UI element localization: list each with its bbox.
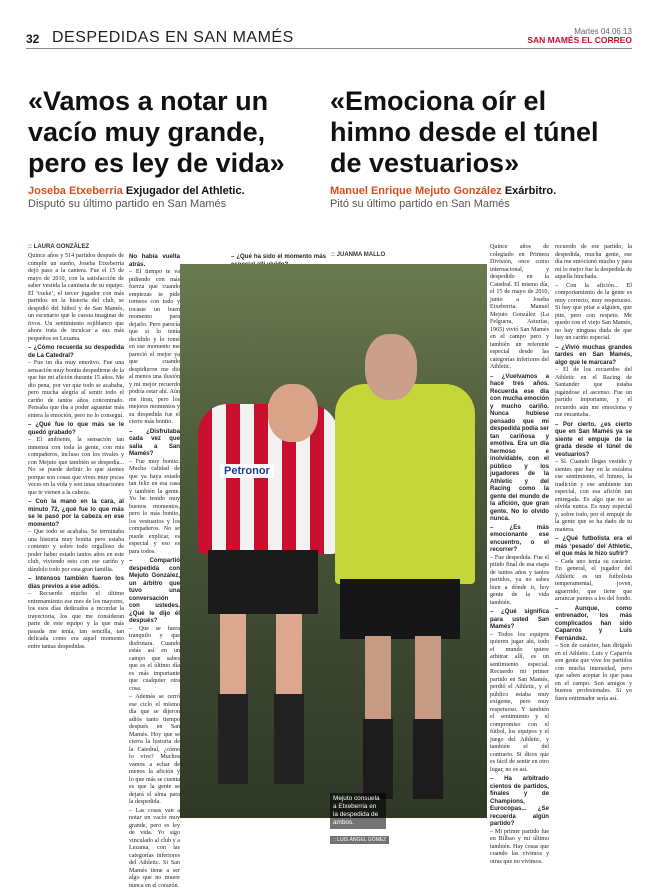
referee-leg: [415, 636, 441, 726]
paragraph: – El ambiente, la sensación tan inmensa con toda la gente, con mis compañeros, incluso con los rivales y con Mejuto que también se despedía... No se puede definir lo que sientes porque son cosas que vives muy pocas veces en la vida y son unas situaciones que te vienen a la cabeza.: [28, 437, 124, 497]
left-subtitle: Disputó su último partido en San Mamés: [28, 198, 328, 210]
right-col-2: [555, 244, 632, 840]
referee-shirt: [335, 384, 475, 584]
question: – Por cierto, ¿es cierto que en San Mamés ya se siente el empuje de la grada desde el túnel de vestuarios?: [555, 421, 632, 459]
paragraph: – Cada uno tenía su carácter. En general, el jugador del Athletic es un futbolista temperamental, joven, aguerrido, que tiene que arrancar puntos a los del fondo.: [555, 559, 632, 604]
paragraph: recuerdo de ese partido, la despedida, mucha gente, ese día me emocionó mucho y para mí lo mejor fue la despedida de aquella hinchada.: [555, 244, 632, 282]
left-headline: «Vamos a notar un vacío muy grande, pero es ley de vida»: [28, 86, 318, 179]
left-person-name: Joseba Etxeberria: [28, 185, 123, 197]
player-sock: [218, 694, 248, 784]
left-byline: [28, 185, 328, 210]
paragraph: – Además se cerró ese ciclo el mismo día que se dijeron adiós tanto tiempo después en San Mamés. Hoy que se cierra la historia de la Catedral, ¿cómo lo vive? Muchos vamos a echar de menos la afición y lo que más se cuenta es que la gente se dejará el alma para la despedida.: [129, 694, 180, 807]
paragraph: Quince años de colegiado en Primera División, once como internacional, y despedido en la Catedral. El mismo día, el 15 de mayo de 2010, junto a Joseba Etxeberria. Manuel Mejuto González (La Felguera, Asturias, 1965) vivió San Mamés en el campo pero y también un referente especial desde las categorías inferiores del Athletic.: [490, 244, 549, 372]
paragraph: – Fue un día muy emotivo. Fue una sensación muy bonita despedirme de la que fue mi afición durante 15 años. Me dio pena, por ver que todo se acababa, pero mucha alegría al sentir todo el cariño de tantos años concentrado. Pensaba que iba a poder aguantar más entera la emoción, pero no lo conseguí.: [28, 360, 124, 420]
right-subtitle: Pitó su último partido en San Mamés: [330, 198, 640, 210]
paragraph: – Recuerdo mucho el último entrenamiento ese mes de los mayores, los esos días dedicados a recordar la trayectoria, los que me consideran parte de este equipo y la que más pasada me tenía, tan sencilla, tan delicada como era aquel momento entre tantas despedidas.: [28, 591, 124, 651]
player-shirt: [198, 404, 338, 554]
referee-sock: [413, 719, 443, 799]
right-author: :: JUANMA MALLO: [331, 252, 385, 258]
player-head: [268, 384, 318, 442]
paragraph: – Sí. Cuando llegas vestido y sientes que hay en la escalera ese sentimiento, el himno, la tradición y ese ambiente tan especial, con esa afición tan entregada. Es algo que no se olvida nunca. Es muy especial y, sobre todo, por el empuje de la gente que se ha dado de tu manera.: [555, 459, 632, 534]
question: – Compartió despedida con Mejuto González, un árbitro que tuvo una conversación con ustedes. ¿Qué le dijo él después?: [129, 557, 180, 625]
right-headline: «Emociona oír el himno desde el túnel de vestuarios»: [330, 86, 630, 179]
question: – Aunque, como entrenador, los más complicados han sido Caparrós y Luis Fernández.: [555, 605, 632, 643]
paragraph: – Que todo se acababa. Se terminaba una historia muy bonita pero estaba contento y sobre todo orgulloso de poder haber estado tantos años en este club, viviendo esto con ese cariño y dándolo todo por esta gran familia.: [28, 529, 124, 574]
question: – ¿Vivió muchas grandes tardes en San Mamés, algo que le marcara?: [555, 344, 632, 367]
paragraph: – Son de carácter, han dirigido en el Athletic. Luis y Caparrós son gente que vive los partidos con mucha intensidad, pero que saben aceptar lo que pasa en el campo. Son amigos y buenos profesionales. Si yo fuera entrenador sería así.: [555, 643, 632, 703]
photo-credit: :: LUIS ÁNGEL GÓMEZ: [330, 836, 389, 844]
question: – ¿Cómo recuerda su despedida de La Catedral?: [28, 344, 124, 359]
paragraph: – El tiempo te va pidiendo con más fuerza que cuando empiezas te pide torneos con todo y tocaste un buen momento para dejarlo. Pero parecía que si lo tenía decidido y lo tomé en ese momento me pareció el mejor ya que cuando despidieron me dio al menos una ilusión y mi mejor recuerdo podría estar ahí. Aún me tiran, pero los mejores momentos y su despedida fue el cierre más bonito.: [129, 269, 180, 427]
question: – ¿Qué ha sido el momento más: [231, 253, 326, 268]
shirt-sponsor-logo: Petronor: [220, 464, 274, 478]
left-col-1: [28, 253, 124, 841]
right-person-name: Manuel Enrique Mejuto González: [330, 185, 502, 197]
referee-head: [365, 334, 417, 400]
paragraph: – Todos los equipos quieren jugar ahí, todo el mundo quiere arbitrar allí, es un sentimiento especial. Recuerdo mi primer partido en San Mamés, perdió el Athletic, y el público estaba muy exigente, pero muy respetuoso. Y también el sentimiento y el compromiso con el fútbol, los equipos y el juego del Athletic, y también el del contrario. Si dices que es fácil de sentir en otro lugar, no es así.: [490, 632, 549, 775]
paragraph: – Mi primer partido fue en Bilbao y mi último también. Hay cosas que cuando las vivimos y otras que no vivimos.: [490, 829, 549, 867]
main-photo: [180, 264, 487, 818]
question: – ¿Es más emocionante ese encuentro, o el recorrer?: [490, 524, 549, 554]
header-rule: [26, 48, 632, 49]
question: – ¿Qué significa para usted San Mamés?: [490, 608, 549, 631]
question: – ¿Disfrutaba cada vez que salía a San Mamés?: [129, 428, 180, 458]
paragraph: – Con la afición... El comportamiento de la gente es muy correcto, muy respetuoso. Si hay que pitar a alguien, que pite, pero con respeto. Me quedo con el viejo San Mamés, no hay ninguna duda de que hay un cariño especial.: [555, 283, 632, 343]
right-col-1: [490, 244, 549, 840]
paragraph: Quince años y 514 partidos después de cumplir un sueño, Joseba Etxeberria dejó paso a la cantera. Fue el 15 de mayo de 2010, con la satisfacción de saber vestida la camiseta de su equipo. El ‘txeke’, el tercer jugador con más partidos en la historia del club, se despidió del fútbol y de San Mamés, un escenario que le cuesta imaginar de rivos. Un sentimiento rojiblanco que ahora trata de inculcar a sus más pequeños en Lezama.: [28, 253, 124, 343]
question: – ¿Vuelvamos a hace tres años. Recuerda ese día con mucha emoción y mucho cariño. Nunca hubiese pensado que mi despedida podía ser tan cariñosa y emotiva. Era un día hermoso e inolvidable, con el público y los jugadores de la Athletic y del Racing como la gente del mundo de la afición, que gran gente. No lo olvido nunca.: [490, 373, 549, 523]
question: No había vuelta atrás.: [129, 253, 180, 268]
right-person-role: Exárbitro.: [505, 185, 556, 197]
right-byline: [330, 185, 640, 210]
question: – ¿Qué fue lo que más se le quedó grabado?: [28, 421, 124, 436]
paragraph: – Las cosas van a notar un vacío muy grande, pero es ley de vida. Yo sigo vinculado al club y a Lezama, con las categorías inferiores del Athletic. Si San Mamés tiene a ser algo que no muere nunca en el corazón.: [129, 808, 180, 890]
photo-caption: Mejuto consuela a Etxeberria en la despedida de ambos.: [330, 793, 386, 829]
paragraph: – Que se fuera tranquilo y que disfrutara. Cuando estás así en un campo que sabes que es el último día es más importante que cualquier otra cosa.: [129, 626, 180, 694]
page-number: 32: [26, 32, 39, 46]
left-author: :: LAURA GONZÁLEZ: [28, 244, 89, 250]
player-sock: [274, 694, 304, 784]
referee-leg: [365, 636, 391, 726]
brand-logo: SAN MAMÉS EL CORREO: [527, 35, 632, 45]
section-title: DESPEDIDAS EN SAN MAMÉS: [52, 29, 294, 47]
referee-shorts: [340, 579, 460, 639]
question: – Ha arbitrado cientos de partidos, finales y de Champions, Eurocopas... ¿Se recuerda algún partido?: [490, 775, 549, 828]
paragraph: – Fue despedida. Fue el pitido final de esa etapa de tantos años y tantos partidos, ya no sabes bien a dónde ir, hoy gente de la vida también.: [490, 555, 549, 608]
issue-date: Martes 04.06.13: [574, 27, 632, 36]
player-shorts: [208, 550, 318, 614]
question: – Con la mano en la cara, al minuto 72, ¿qué fue lo que más se le pasó por la cabeza en ese momento?: [28, 498, 124, 528]
question: – ¿Qué futbolista era el más ‘pesado’ del Athletic, el que más le hizo sufrir?: [555, 535, 632, 558]
referee-sock: [363, 719, 393, 799]
left-col-2: [129, 253, 180, 841]
paragraph: – Fue muy bonito. Mucha calidad de que ya haya estado tan feliz en esa casa y también la gente. Yo he tenido muy buenos momentos, pero lo más bonito, los vestuarios y los compañeros. No se puede explicar, es especial y eso es para todos.: [129, 459, 180, 557]
paragraph: – El de los recuerdos del Athletic en el Racing de Santander que estaba jugándose el ascenso. Fue un partido importante, y el recuerdo aún me emociona y me encantaba.: [555, 367, 632, 420]
left-person-role: Exjugador del Athletic.: [126, 185, 245, 197]
question: – Intensos también fueron los días previos a ese adiós.: [28, 575, 124, 590]
